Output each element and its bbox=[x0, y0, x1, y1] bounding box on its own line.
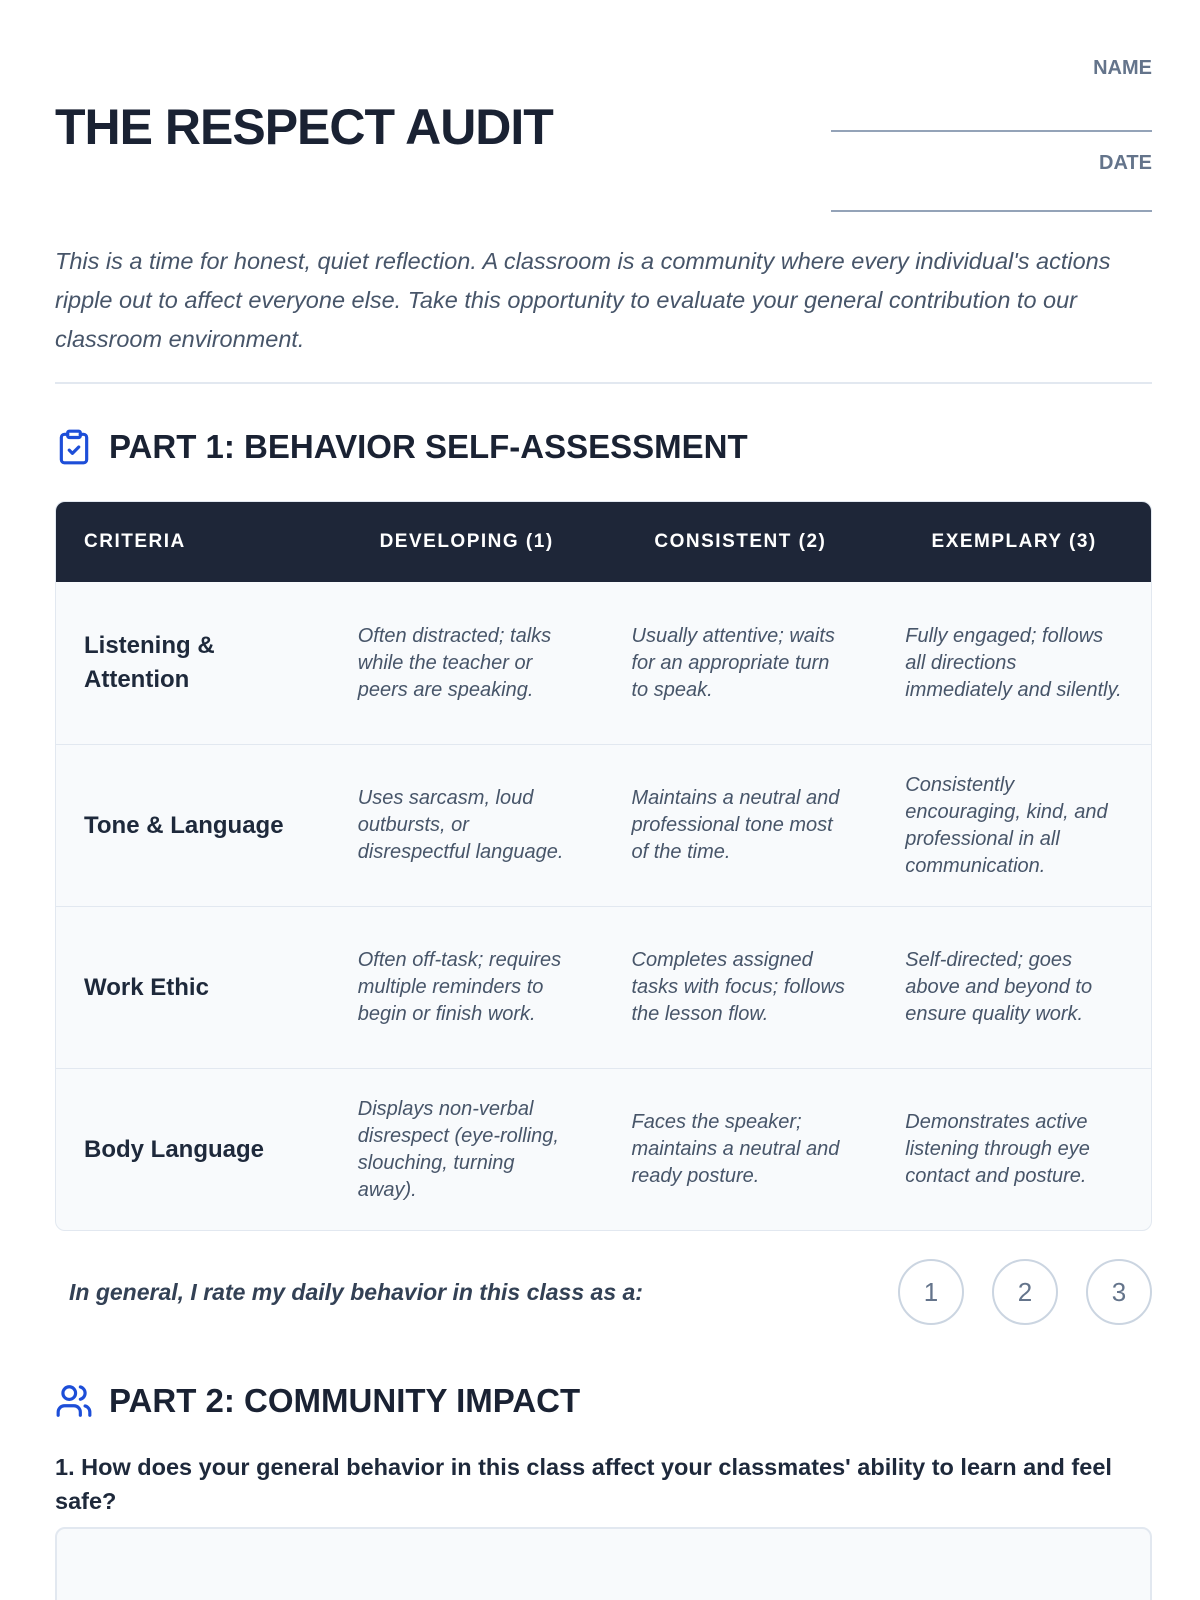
criteria-cell: Body Language bbox=[84, 1135, 265, 1163]
rating-label: In general, I rate my daily behavior in this class as a: bbox=[69, 1278, 643, 1305]
column-header: DEVELOPING (1) bbox=[379, 531, 554, 552]
developing-cell: Uses sarcasm, loud outbursts, or disrespectful language. bbox=[357, 787, 564, 863]
question-1: 1. How does your general behavior in this class affect your classmates' ability to learn and feel safe? bbox=[55, 1454, 1112, 1514]
rating-option-1[interactable]: 1 bbox=[898, 1259, 964, 1325]
table-header bbox=[56, 502, 1151, 582]
consistent-cell: Completes assigned tasks with focus; follows the lesson flow. bbox=[631, 949, 845, 1025]
consistent-cell: Usually attentive; waits for an appropriate turn to speak. bbox=[631, 624, 835, 701]
exemplary-cell: Self-directed; goes above and beyond to ensure quality work. bbox=[905, 949, 1093, 1025]
table-row bbox=[56, 582, 1151, 744]
rating-option-3[interactable]: 3 bbox=[1086, 1259, 1152, 1325]
student-fields bbox=[831, 52, 1152, 212]
users-icon bbox=[55, 1382, 93, 1420]
exemplary-cell: Consistently encouraging, kind, and professional in all communication. bbox=[905, 773, 1108, 877]
part2-heading bbox=[55, 1382, 580, 1420]
table-body bbox=[56, 582, 1151, 1230]
consistent-cell: Maintains a neutral and professional tone most of the time. bbox=[631, 787, 840, 863]
developing-cell: Often off-task; requires multiple reminders to begin or finish work. bbox=[357, 949, 562, 1025]
part2-title: PART 2: COMMUNITY IMPACT bbox=[109, 1382, 581, 1419]
criteria-cell: Tone & Language bbox=[84, 811, 284, 839]
rating-option-2[interactable]: 2 bbox=[992, 1259, 1058, 1325]
column-header: CONSISTENT (2) bbox=[654, 531, 827, 552]
column-header: EXEMPLARY (3) bbox=[931, 531, 1097, 552]
table-row bbox=[56, 1068, 1151, 1230]
part1-title: PART 1: BEHAVIOR SELF-ASSESSMENT bbox=[109, 428, 748, 465]
page-title: THE RESPECT AUDIT bbox=[55, 99, 553, 155]
name-field[interactable] bbox=[831, 52, 1152, 132]
date-label: DATE bbox=[1099, 152, 1152, 174]
part1-heading bbox=[55, 428, 748, 466]
name-label: NAME bbox=[1093, 57, 1152, 79]
header bbox=[55, 0, 1152, 230]
answer-1-textarea[interactable] bbox=[55, 1527, 1152, 1600]
overall-rating bbox=[69, 1257, 1152, 1327]
date-field[interactable] bbox=[831, 132, 1152, 212]
exemplary-cell: Fully engaged; follows all directions immediately and silently. bbox=[905, 624, 1122, 701]
intro-text: This is a time for honest, quiet reflection. A classroom is a community where every individual's actions ripple out to affect everyone else. Take this opportunity to evaluate your general contribution to our classroom environment. bbox=[55, 248, 1111, 352]
developing-cell: Often distracted; talks while the teacher or peers are speaking. bbox=[357, 624, 552, 701]
column-header: CRITERIA bbox=[84, 531, 186, 552]
developing-cell: Displays non-verbal disrespect (eye-rolling, slouching, turning away). bbox=[357, 1097, 559, 1201]
rating-options bbox=[898, 1259, 1152, 1325]
table-row bbox=[56, 906, 1151, 1068]
rubric-table bbox=[55, 501, 1152, 1231]
criteria-cell: Listening & Attention bbox=[84, 632, 215, 693]
worksheet bbox=[55, 0, 1152, 1514]
exemplary-cell: Demonstrates active listening through eye contact and posture. bbox=[905, 1111, 1090, 1187]
criteria-cell: Work Ethic bbox=[84, 973, 209, 1001]
clipboard-check-icon bbox=[55, 428, 93, 466]
divider bbox=[55, 382, 1152, 384]
table-row bbox=[56, 744, 1151, 906]
consistent-cell: Faces the speaker; maintains a neutral and ready posture. bbox=[631, 1111, 840, 1187]
